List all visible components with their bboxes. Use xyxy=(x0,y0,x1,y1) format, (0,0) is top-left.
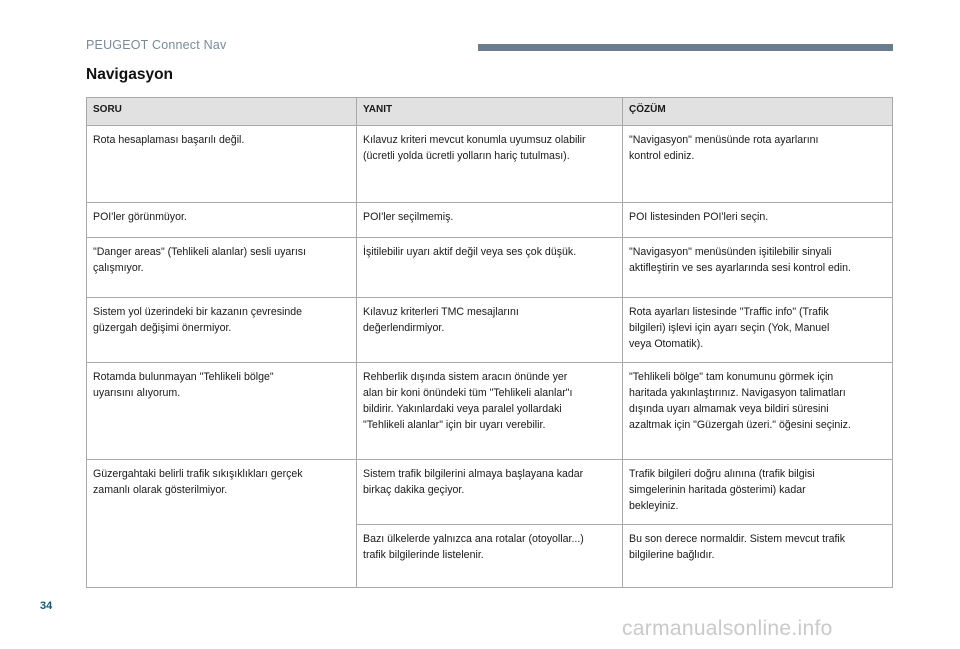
table-header-row xyxy=(87,98,893,126)
question-cell: Rotamda bulunmayan "Tehlikeli bölge" uyarısını alıyorum. xyxy=(87,363,357,460)
page-number: 34 xyxy=(40,600,53,612)
solution-cell: "Navigasyon" menüsünden işitilebilir sinyali aktifleştirin ve ses ayarlarında sesi kontrol edin. xyxy=(623,238,893,298)
section-title: Navigasyon xyxy=(86,66,174,83)
column-header-answer: YANIT xyxy=(357,98,623,126)
answer-cell: POI'ler seçilmemiş. xyxy=(357,203,623,238)
table-row xyxy=(87,460,893,525)
header-title: PEUGEOT Connect Nav xyxy=(86,38,227,52)
solution-cell: POI listesinden POI'leri seçin. xyxy=(623,203,893,238)
table-row xyxy=(87,203,893,238)
column-header-solution: ÇÖZÜM xyxy=(623,98,893,126)
solution-cell: Trafik bilgileri doğru alınına (trafik bilgisi simgelerinin haritada gösterimi) kadar bekleyiniz. xyxy=(623,460,893,525)
answer-cell: İşitilebilir uyarı aktif değil veya ses çok düşük. xyxy=(357,238,623,298)
question-cell: "Danger areas" (Tehlikeli alanlar) sesli uyarısı çalışmıyor. xyxy=(87,238,357,298)
column-header-question: SORU xyxy=(87,98,357,126)
watermark: carmanualsonline.info xyxy=(622,617,833,640)
question-cell: Rota hesaplaması başarılı değil. xyxy=(87,126,357,203)
question-cell: POI'ler görünmüyor. xyxy=(87,203,357,238)
solution-cell: Rota ayarları listesinde "Traffic info" (Trafik bilgileri) işlevi için ayarı seçin (Yok, Manuel veya Otomatik). xyxy=(623,298,893,363)
table-row xyxy=(87,126,893,203)
answer-cell: Sistem trafik bilgilerini almaya başlayana kadar birkaç dakika geçiyor. xyxy=(357,460,623,525)
table-row xyxy=(87,238,893,298)
header-bar xyxy=(478,44,893,51)
question-cell: Güzergahtaki belirli trafik sıkışıklıkları gerçek zamanlı olarak gösterilmiyor. xyxy=(87,460,357,588)
answer-cell: Kılavuz kriteri mevcut konumla uyumsuz olabilir (ücretli yolda ücretli yolların hariç tutulması). xyxy=(357,126,623,203)
solution-cell: "Navigasyon" menüsünde rota ayarlarını kontrol ediniz. xyxy=(623,126,893,203)
faq-table xyxy=(86,97,893,588)
table-row xyxy=(87,363,893,460)
answer-cell: Bazı ülkelerde yalnızca ana rotalar (otoyollar...) trafik bilgilerinde listelenir. xyxy=(357,525,623,588)
answer-cell: Kılavuz kriterleri TMC mesajlarını değerlendirmiyor. xyxy=(357,298,623,363)
solution-cell: Bu son derece normaldir. Sistem mevcut trafik bilgilerine bağlıdır. xyxy=(623,525,893,588)
solution-cell: "Tehlikeli bölge" tam konumunu görmek için haritada yakınlaştırınız. Navigasyon talimatları dışında uyarı almamak veya bildiri süresini azaltmak için "Güzergah üzeri." öğesini seçiniz. xyxy=(623,363,893,460)
question-cell: Sistem yol üzerindeki bir kazanın çevresinde güzergah değişimi önermiyor. xyxy=(87,298,357,363)
answer-cell: Rehberlik dışında sistem aracın önünde yer alan bir koni önündeki tüm "Tehlikeli alanlar"ı bildirir. Yakınlardaki veya paralel yollardaki "Tehlikeli alanlar" için bir uyarı verebilir. xyxy=(357,363,623,460)
table-row xyxy=(87,298,893,363)
